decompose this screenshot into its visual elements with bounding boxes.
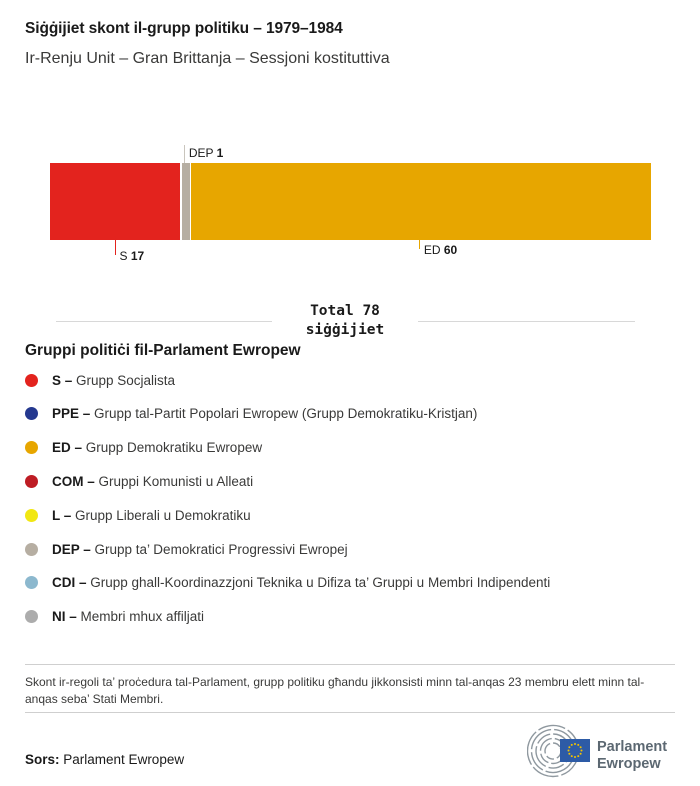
group-color-dot-com bbox=[25, 475, 38, 488]
group-color-dot-cdi bbox=[25, 576, 38, 589]
bar-callout-s: S 17 bbox=[119, 249, 145, 263]
legend-item-label: ED – Grupp Demokratiku Ewropew bbox=[52, 440, 263, 456]
stacked-bar bbox=[50, 163, 651, 240]
group-color-dot-dep bbox=[25, 543, 38, 556]
legend-item-s bbox=[25, 370, 175, 390]
group-color-dot-ppe bbox=[25, 407, 38, 420]
legend-item-ed bbox=[25, 438, 262, 458]
footnote-divider-bottom bbox=[25, 712, 675, 713]
legend-item-ppe bbox=[25, 404, 477, 424]
total-rule-right bbox=[418, 321, 635, 322]
legend-item-label: DEP – Grupp ta’ Demokratici Progressivi Ewropej bbox=[52, 541, 348, 557]
leader-line-ed bbox=[419, 240, 420, 249]
bar-callout-ed: ED 60 bbox=[423, 243, 458, 257]
logo-wordmark: Parlament Ewropew bbox=[597, 739, 668, 772]
group-color-dot-ed bbox=[25, 441, 38, 454]
legend-item-ni bbox=[25, 607, 204, 627]
bar-callout-dep: DEP 1 bbox=[188, 146, 224, 160]
page-title: Siġġijiet skont il-grupp politiku – 1979–1984 bbox=[25, 20, 343, 37]
legend-item-label: L – Grupp Liberali u Demokratiku bbox=[52, 507, 251, 523]
total-seats-label bbox=[262, 302, 428, 340]
bar-segment-dep[interactable] bbox=[182, 163, 190, 240]
legend-item-label: COM – Gruppi Komunisti u Alleati bbox=[52, 473, 254, 489]
legend-item-label: PPE – Grupp tal-Partit Popolari Ewropew (Grupp Demokratiku-Kristjan) bbox=[52, 406, 478, 422]
eu-flag-icon bbox=[560, 739, 590, 762]
legend-item-label: S – Grupp Socjalista bbox=[52, 372, 176, 388]
leader-line-s bbox=[115, 240, 116, 255]
legend-item-l bbox=[25, 505, 251, 525]
total-rule-left bbox=[56, 321, 272, 322]
source-line bbox=[25, 752, 184, 767]
legend-item-com bbox=[25, 471, 253, 491]
bar-segment-ed[interactable] bbox=[191, 163, 651, 240]
legend-item-label: CDI – Grupp ghall-Koordinazzjoni Teknika u Difiza ta’ Gruppi u Membri Indipendenti bbox=[52, 575, 551, 591]
legend-item-cdi bbox=[25, 573, 550, 593]
group-color-dot-s bbox=[25, 374, 38, 387]
footnote: Skont ir-regoli ta’ proċedura tal-Parlament, grupp politiku għandu jikkonsisti minn tal-anqas 23 membru elett minn tal-anqas seba’ Stati Membri. bbox=[25, 675, 645, 706]
legend-item-dep bbox=[25, 539, 348, 559]
source-label: Sors: bbox=[25, 752, 60, 767]
total-seats-line2: siġġijiet bbox=[305, 322, 385, 338]
footnote-divider-top bbox=[25, 664, 675, 665]
leader-line-dep bbox=[184, 145, 185, 163]
seats-bar-chart bbox=[50, 143, 651, 268]
group-color-dot-l bbox=[25, 509, 38, 522]
bar-segment-s[interactable] bbox=[50, 163, 180, 240]
source-value: Parlament Ewropew bbox=[63, 752, 185, 767]
group-color-dot-ni bbox=[25, 610, 38, 623]
legend-heading: Gruppi politiċi fil-Parlament Ewropew bbox=[25, 342, 301, 359]
legend-item-label: NI – Membri mhux affiljati bbox=[52, 609, 205, 625]
parlament-ewropew-logo bbox=[527, 724, 677, 779]
total-seats-line1: Total 78 bbox=[310, 303, 380, 319]
page-subtitle: Ir-Renju Unit – Gran Brittanja – Sessjoni kostituttiva bbox=[25, 50, 390, 67]
